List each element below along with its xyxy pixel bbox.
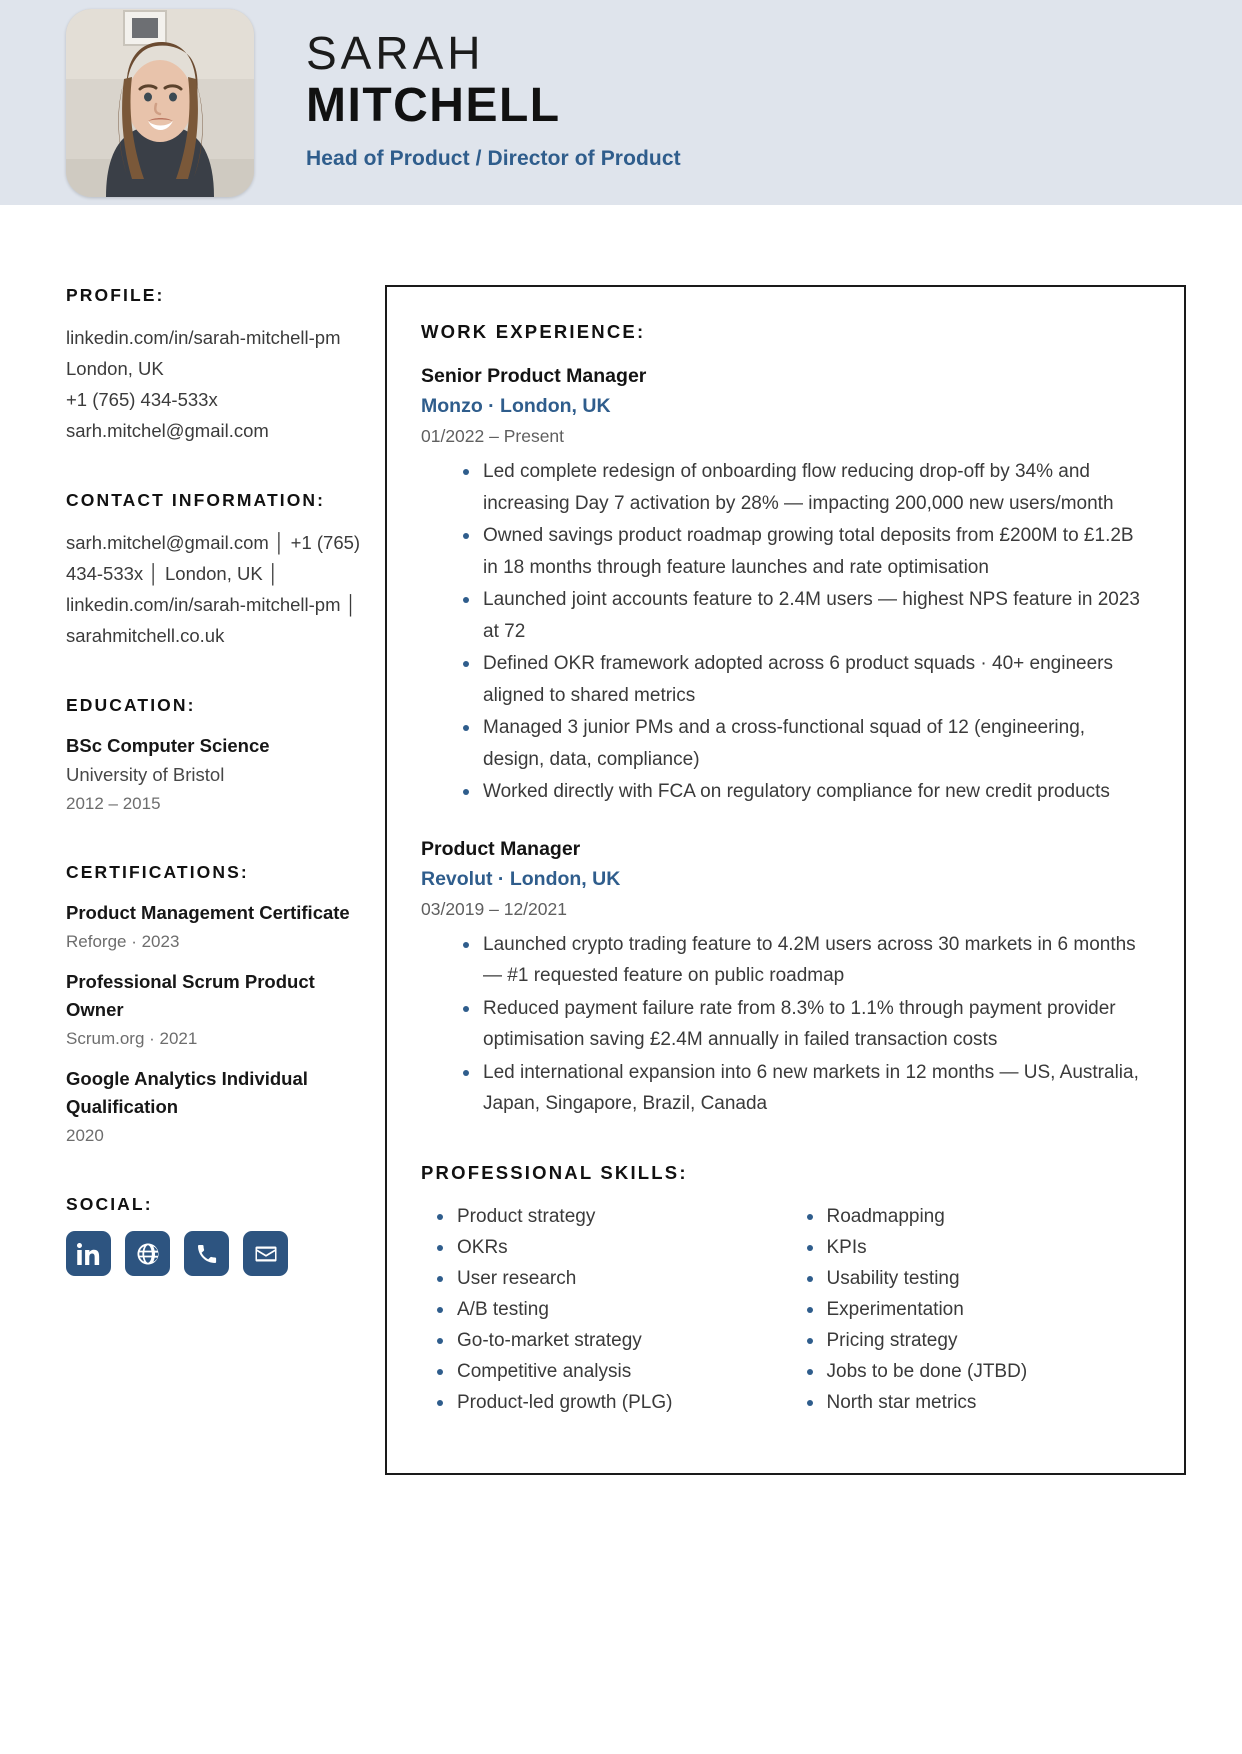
skill-item: Experimentation <box>805 1295 1151 1326</box>
resume-body <box>0 205 1242 1475</box>
job-bullets <box>421 456 1150 808</box>
social-link-email[interactable] <box>243 1231 288 1276</box>
skill-item: Competitive analysis <box>435 1357 781 1388</box>
social-link-website[interactable] <box>125 1231 170 1276</box>
profile-section <box>66 285 373 446</box>
social-link-phone[interactable] <box>184 1231 229 1276</box>
skill-item: Jobs to be done (JTBD) <box>805 1357 1151 1388</box>
certification-item <box>66 968 373 1053</box>
portrait-photo <box>66 9 254 197</box>
contact-section <box>66 490 373 651</box>
certification-item <box>66 899 373 956</box>
skill-item: North star metrics <box>805 1388 1151 1419</box>
job-bullet: Led international expansion into 6 new markets in 12 months — US, Australia, Japan, Singapore, Brazil, Canada <box>463 1057 1150 1120</box>
education-school: University of Bristol <box>66 764 225 785</box>
skill-item: OKRs <box>435 1233 781 1264</box>
skills-grid <box>421 1202 1150 1419</box>
job-dates: 01/2022 – Present <box>421 426 565 446</box>
certifications-heading: CERTIFICATIONS: <box>66 862 249 882</box>
main-column <box>385 285 1242 1475</box>
education-dates: 2012 – 2015 <box>66 794 161 813</box>
certification-meta: 2020 <box>66 1126 104 1145</box>
social-section <box>66 1194 373 1276</box>
last-name: MITCHELL <box>306 79 561 133</box>
certification-meta: Scrum.org · 2021 <box>66 1029 198 1048</box>
avatar <box>66 9 254 197</box>
job-title: Product Manager <box>421 837 581 860</box>
skill-item: A/B testing <box>435 1295 781 1326</box>
certification-item <box>66 1065 373 1150</box>
job-company: Revolut · London, UK <box>421 867 621 890</box>
linkedin-icon <box>77 1242 101 1266</box>
skill-item: Usability testing <box>805 1264 1151 1295</box>
job-bullets <box>421 929 1150 1120</box>
job-company: Monzo · London, UK <box>421 395 611 417</box>
resume-header <box>0 0 1242 205</box>
skill-item: Roadmapping <box>805 1202 1151 1233</box>
job-dates: 03/2019 – 12/2021 <box>421 898 567 919</box>
education-section <box>66 695 373 818</box>
contact-details: sarh.mitchel@gmail.com │ +1 (765) 434-533x │ London, UK │ linkedin.com/in/sarah-mitchell-pm │ sarahmitchell.co.uk <box>66 532 361 646</box>
education-heading: EDUCATION: <box>66 695 196 715</box>
main-content-box <box>385 285 1186 1475</box>
certification-title: Professional Scrum Product Owner <box>66 971 315 1020</box>
job-entry <box>421 361 1150 808</box>
skill-item: Product strategy <box>435 1202 781 1233</box>
skill-item: KPIs <box>805 1233 1151 1264</box>
phone-icon <box>195 1242 219 1266</box>
certifications-section <box>66 862 373 1150</box>
headline: Head of Product / Director of Product <box>306 147 681 171</box>
social-links <box>66 1231 373 1276</box>
job-bullet: Reduced payment failure rate from 8.3% to 1.1% through payment provider optimisation saving £2.4M annually in failed transaction costs <box>463 993 1150 1056</box>
certification-title: Google Analytics Individual Qualification <box>66 1068 308 1117</box>
profile-line-email: sarh.mitchel@gmail.com <box>66 420 269 441</box>
profile-line-phone: +1 (765) 434-533x <box>66 389 218 410</box>
certification-title: Product Management Certificate <box>66 902 350 923</box>
job-title: Senior Product Manager <box>421 365 647 387</box>
certification-meta: Reforge · 2023 <box>66 932 180 951</box>
skill-item: Product-led growth (PLG) <box>435 1388 781 1419</box>
professional-skills-heading: PROFESSIONAL SKILLS: <box>421 1161 688 1183</box>
education-degree: BSc Computer Science <box>66 735 270 756</box>
header-text-block <box>306 28 681 178</box>
skill-item: User research <box>435 1264 781 1295</box>
job-bullet: Owned savings product roadmap growing total deposits from £200M to £1.2B in 18 months through feature launches and rate optimisation <box>463 520 1150 583</box>
email-icon <box>254 1242 278 1266</box>
job-bullet: Launched joint accounts feature to 2.4M users — highest NPS feature in 2023 at 72 <box>463 584 1150 647</box>
sidebar <box>0 285 385 1320</box>
skill-item: Pricing strategy <box>805 1326 1151 1357</box>
social-link-linkedin[interactable] <box>66 1231 111 1276</box>
first-name: SARAH <box>306 26 485 79</box>
profile-line-linkedin: linkedin.com/in/sarah-mitchell-pm <box>66 327 341 348</box>
job-bullet: Led complete redesign of onboarding flow reducing drop-off by 34% and increasing Day 7 activation by 28% — impacting 200,000 new users/month <box>463 456 1150 519</box>
job-bullet: Managed 3 junior PMs and a cross-functional squad of 12 (engineering, design, data, compliance) <box>463 712 1150 775</box>
work-experience-heading: WORK EXPERIENCE: <box>421 321 646 342</box>
job-bullet: Launched crypto trading feature to 4.2M users across 30 markets in 6 months — #1 requested feature on public roadmap <box>463 929 1150 992</box>
contact-heading: CONTACT INFORMATION: <box>66 490 326 510</box>
profile-heading: PROFILE: <box>66 285 165 305</box>
job-entry <box>421 834 1150 1120</box>
social-heading: SOCIAL: <box>66 1194 153 1214</box>
profile-line-location: London, UK <box>66 358 164 379</box>
job-bullet: Worked directly with FCA on regulatory compliance for new credit products <box>463 776 1150 808</box>
job-bullet: Defined OKR framework adopted across 6 product squads · 40+ engineers aligned to shared metrics <box>463 648 1150 711</box>
skill-item: Go-to-market strategy <box>435 1326 781 1357</box>
globe-icon <box>136 1242 160 1266</box>
